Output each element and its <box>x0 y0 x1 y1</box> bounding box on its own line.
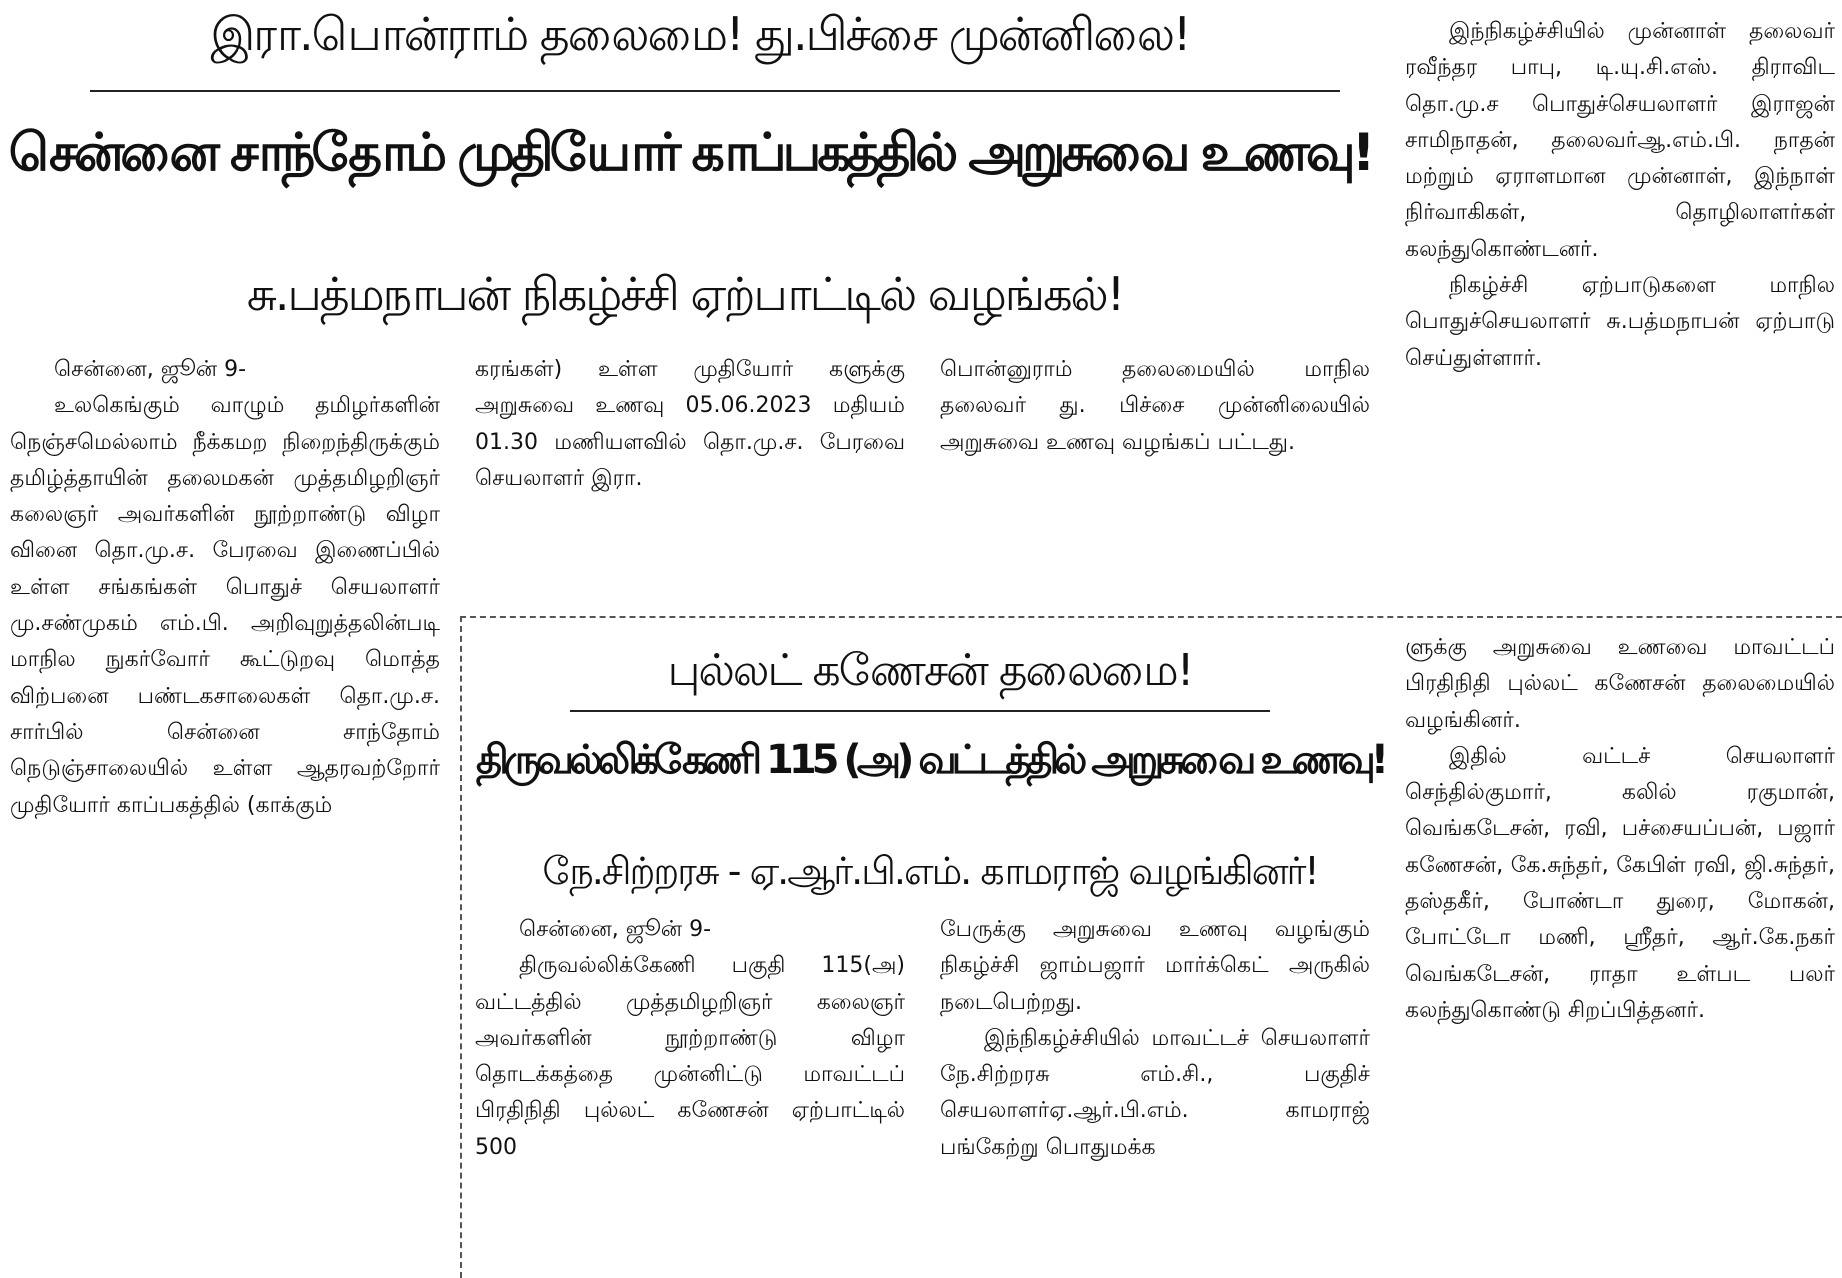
story2-kicker: புல்லட் கணேசன் தலைமை! <box>667 645 1193 696</box>
story-divider-horizontal <box>460 616 1842 618</box>
story1-subhead: சு.பத்மநாபன் நிகழ்ச்சி ஏற்பாட்டில் வழங்கல்! <box>246 267 1124 321</box>
story1-col4-para-2: நிகழ்ச்சி ஏற்பாடுகளை மாநில பொதுச்செயலாளர் சு.பத்மநாபன் ஏற்பாடு செய்துள்ளார். <box>1405 273 1835 371</box>
story2-subhead: நே.சிற்றரசு - ஏ.ஆர்.பி.எம். காமராஜ் வழங்கினர்! <box>542 849 1318 893</box>
story-divider-vertical <box>460 616 462 1278</box>
story1-col3-text: பொன்னுராம் தலைமையில் மாநில தலைவர் து. பிச்சை முன்னிலையில் அறுசுவை உணவு வழங்கப் பட்டது. <box>940 357 1370 455</box>
story2-headline: திருவல்லிக்கேணி 115 (அ) வட்டத்தில் அறுசுவை உணவு! <box>475 737 1385 783</box>
story1-column-1 <box>10 352 440 1278</box>
story2-col2-text: திருவல்லிக்கேணி பகுதி 115(அ) வட்டத்தில் முத்தமிழறிஞர் கலைஞர் அவர்களின் நூற்றாண்டு விழா தொடக்கத்தை முன்னிட்டு மாவட்டப் பிரதிநிதி புல்லட் கணேசன் ஏற்பாட்டில் 500 <box>475 953 905 1160</box>
story2-dateline: சென்னை, ஜூன் 9- <box>519 917 712 942</box>
story2-column-3 <box>940 912 1370 1278</box>
story2-column-2 <box>475 912 905 1278</box>
story1-kicker-rule <box>90 90 1340 92</box>
story1-headline: சென்னை சாந்தோம் முதியோர் காப்பகத்தில் அறுசுவை உணவு! <box>8 123 1372 183</box>
story2-col4-para-1: ளுக்கு அறுசுவை உணவை மாவட்டப் பிரதிநிதி புல்லட் கணேசன் தலைமையில் வழங்கினர். <box>1405 635 1835 733</box>
story1-col1-text: உலகெங்கும் வாழும் தமிழர்களின் நெஞ்சமெல்லாம் நீக்கமற நிறைந்திருக்கும் தமிழ்த்தாயின் தலைமகன் முத்தமிழறிஞர் கலைஞர் அவர்களின் நூற்றாண்டு விழா வினை தொ.மு.ச. பேரவை இணைப்பில் உள்ள சங்கங்கள் பொதுச் செயலாளர் மு.சண்முகம் எம்.பி. அறிவுறுத்தலின்படி மாநில நுகர்வோர் கூட்டுறவு மொத்த விற்பனை பண்டகசாலைகள் தொ.மு.ச. சார்பில் சென்னை சாந்தோம் நெடுஞ்சாலையில் உள்ள ஆதரவற்றோர் முதியோர் காப்பகத்தில் (காக்கும் <box>10 393 440 818</box>
story1-dateline: சென்னை, ஜூன் 9- <box>54 357 247 382</box>
story1-column-4 <box>1405 14 1835 594</box>
story1-column-2 <box>475 352 905 592</box>
story1-col4-para-1: இந்நிகழ்ச்சியில் முன்னாள் தலைவர் ரவீந்தர பாபு, டி.யு.சி.எஸ். திராவிட தொ.மு.ச பொதுச்செயலாளர் இராஜன் சாமிநாதன், தலைவர்ஆ.எம்.பி. நாதன் மற்றும் ஏராளமான முன்னாள், இந்நாள் நிர்வாகிகள், தொழிலாளர்கள் கலந்துகொண்டனர். <box>1405 19 1835 262</box>
story2-col4-para-2: இதில் வட்டச் செயலாளர் செந்தில்குமார், கலில் ரகுமான், வெங்கடேசன், ரவி, பச்சையப்பன், பஜார் கணேசன், கே.சுந்தர், கேபிள் ரவி, ஜி.சுந்தர், தஸ்தகீர், போண்டா துரை, மோகன், போட்டோ மணி, ஸ்ரீதர், ஆர்.கே.நகர் வெங்கடேசன், ராதா உள்பட பலர் கலந்துகொண்டு சிறப்பித்தனர். <box>1405 743 1835 1023</box>
story1-kicker: இரா.பொன்ராம் தலைமை! து.பிச்சை முன்னிலை! <box>210 7 1190 61</box>
story1-column-3 <box>940 352 1370 592</box>
story2-col3-para-1: பேருக்கு அறுசுவை உணவு வழங்கும் நிகழ்ச்சி ஜாம்பஜார் மார்க்கெட் அருகில் நடைபெற்றது. <box>940 917 1370 1015</box>
story2-col3-para-2: இந்நிகழ்ச்சியில் மாவட்டச் செயலாளர் நே.சிற்றரசு எம்.சி., பகுதிச் செயலாளர்ஏ.ஆர்.பி.எம். காமராஜ் பங்கேற்று பொதுமக்க <box>940 1025 1370 1160</box>
story2-column-4 <box>1405 630 1835 1278</box>
story2-kicker-rule <box>570 710 1270 712</box>
story1-col2-text: கரங்கள்) உள்ள முதியோர் களுக்கு அறுசுவை உணவு 05.06.2023 மதியம் 01.30 மணியளவில் தொ.மு.ச. பேரவை செயலாளர் இரா. <box>475 357 905 491</box>
